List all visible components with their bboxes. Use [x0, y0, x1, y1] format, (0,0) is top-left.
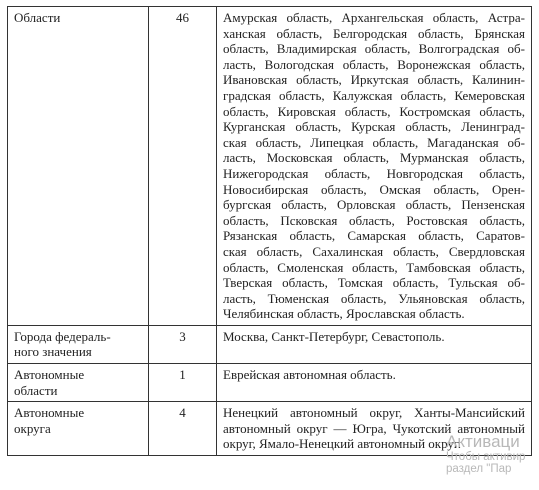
region-list-line: округ, Ямало-Ненецкий автономный округ.	[223, 436, 462, 452]
region-list-line: область, Смоленская область, Тамбовская область,	[223, 259, 525, 275]
region-list-line: Ивановская область, Иркутская область, Калинин-	[223, 72, 525, 88]
region-type-label: ного значения	[14, 344, 92, 360]
table-row	[8, 7, 532, 326]
region-list-line: Тверская область, Томская область, Тульская об-	[223, 275, 525, 291]
region-type-cell	[8, 364, 149, 402]
region-list-cell	[217, 325, 532, 363]
region-type-cell	[8, 325, 149, 363]
region-count: 4	[179, 405, 186, 421]
region-list-line: Курганская область, Курская область, Ленинград-	[223, 119, 525, 135]
regions-table	[7, 6, 532, 456]
region-list-text: Еврейская автономная область.	[223, 367, 396, 383]
region-list-line: область, Псковская область, Ростовская область,	[223, 212, 525, 228]
region-type-label: Автономные	[14, 405, 85, 421]
region-list-line: градская область, Калужская область, Кемеровская	[223, 87, 525, 103]
region-list-line: бургская область, Орловская область, Пензенская	[223, 197, 525, 213]
region-list-line: ласть, Вологодская область, Воронежская область,	[223, 56, 525, 72]
region-list-line: Челябинская область, Ярославская область.	[223, 306, 465, 322]
region-list-line: область, Владимирская область, Волгоградская об-	[223, 41, 525, 57]
region-list-cell	[217, 7, 532, 326]
table-row	[8, 402, 532, 456]
watermark-title: Активаци	[446, 432, 520, 451]
region-list-line: Ненецкий автономный округ, Ханты-Мансийский	[223, 405, 525, 421]
region-type-label: Города федераль-	[14, 328, 111, 344]
region-type-cell	[8, 7, 149, 326]
region-list-line: ханская область, Белгородская область, Брянская	[223, 25, 525, 41]
region-list-line: автономный округ — Югра, Чукотский автономный	[223, 420, 525, 436]
region-list-line: Нижегородская область, Новгородская область,	[223, 165, 525, 181]
region-list-line: Новосибирская область, Омская область, Орен-	[223, 181, 525, 197]
region-count-cell	[149, 7, 217, 326]
region-type-label: округа	[14, 420, 51, 436]
region-list-text: Москва, Санкт-Петербург, Севастополь.	[223, 328, 445, 344]
region-count-cell	[149, 402, 217, 456]
region-count: 3	[179, 328, 186, 344]
region-count-cell	[149, 325, 217, 363]
region-type-cell	[8, 402, 149, 456]
region-list-cell	[217, 364, 532, 402]
table-row	[8, 364, 532, 402]
region-list-line: ская область, Липецкая область, Магаданская об-	[223, 134, 525, 150]
region-count: 46	[176, 10, 189, 25]
region-list-line: ская область, Сахалинская область, Свердловская	[223, 243, 525, 259]
region-list-line: область, Кировская область, Костромская область,	[223, 103, 525, 119]
region-type-label: Области	[14, 10, 61, 25]
region-list-line: ласть, Московская область, Мурманская область,	[223, 150, 525, 166]
region-count: 1	[179, 367, 186, 383]
region-list-cell	[217, 402, 532, 456]
table-row	[8, 325, 532, 363]
region-type-label: области	[14, 382, 58, 398]
watermark-line: раздел "Пар	[446, 462, 512, 475]
region-list-line: ласть, Тюменская область, Ульяновская область,	[223, 290, 525, 306]
region-type-label: Автономные	[14, 367, 85, 383]
region-list-line: Рязанская область, Самарская область, Саратов-	[223, 228, 525, 244]
region-list-line: Амурская область, Архангельская область, Астра-	[223, 10, 525, 25]
watermark-line: Чтобы активир	[446, 450, 526, 463]
region-count-cell	[149, 364, 217, 402]
